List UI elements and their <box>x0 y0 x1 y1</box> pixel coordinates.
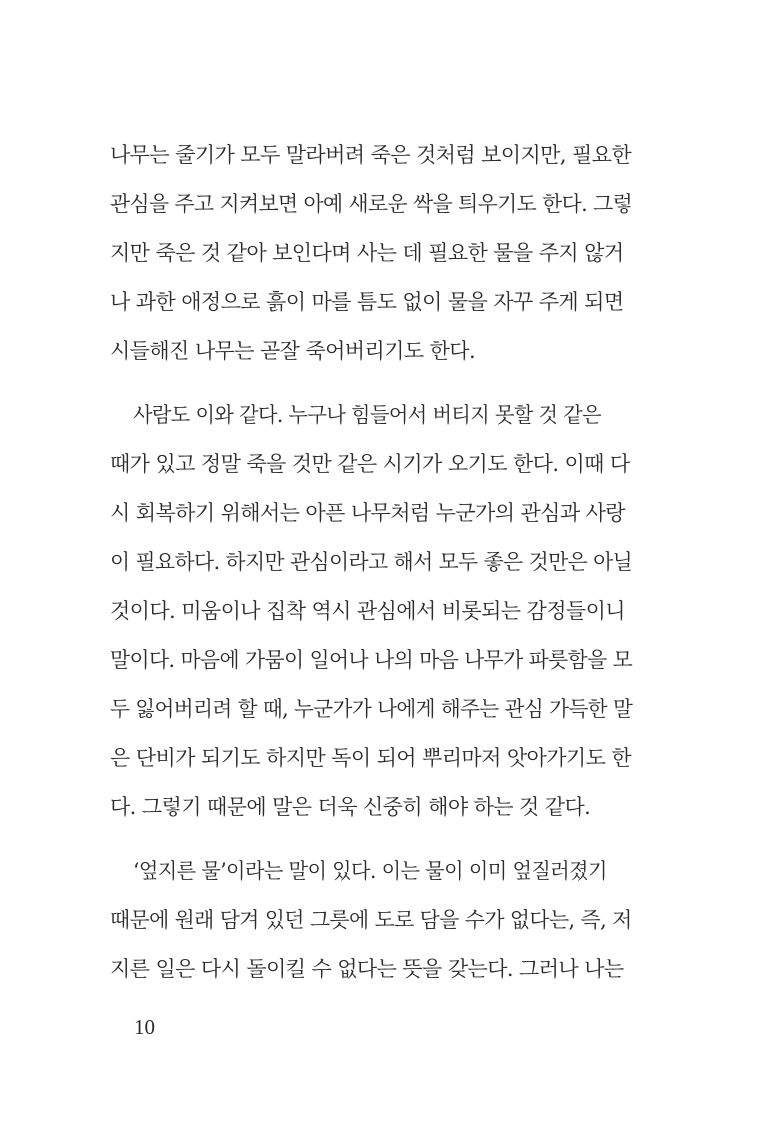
paragraph-2-line-3: 시 회복하기 위해서는 아픈 나무처럼 누군가의 관심과 사랑 <box>110 501 625 525</box>
paragraph-2-line-6: 말이다. 마음에 가뭄이 일어나 나의 마음 나무가 파릇함을 모 <box>110 648 633 672</box>
paragraph-2-line-8: 은 단비가 되기도 하지만 독이 되어 뿌리마저 앗아가기도 한 <box>110 746 632 770</box>
paragraph-3-line-2: 때문에 원래 담겨 있던 그릇에 도로 담을 수가 없다는, 즉, 저 <box>110 908 632 932</box>
paragraph-3-line-1: ‘엎지른 물’이라는 말이 있다. 이는 물이 이미 엎질러졌기 <box>133 859 607 883</box>
paragraph-3-line-3: 지른 일은 다시 돌이킬 수 없다는 뜻을 갖는다. 그러나 나는 <box>110 957 624 981</box>
paragraph-1-line-1: 나무는 줄기가 모두 말라버려 죽은 것처럼 보이지만, 필요한 <box>110 143 632 167</box>
paragraph-2-line-1: 사람도 이와 같다. 누구나 힘들어서 버티지 못할 것 같은 <box>133 403 602 427</box>
page-number: 10 <box>134 1015 155 1039</box>
paragraph-2-line-7: 두 잃어버리려 할 때, 누군가가 나에게 해주는 관심 가득한 말 <box>110 697 633 721</box>
paragraph-2-line-2: 때가 있고 정말 죽을 것만 같은 시기가 오기도 한다. 이때 다 <box>110 452 630 476</box>
paragraph-1-line-2: 관심을 주고 지켜보면 아예 새로운 싹을 틔우기도 한다. 그렇 <box>110 192 633 216</box>
paragraph-1-line-3: 지만 죽은 것 같아 보인다며 사는 데 필요한 물을 주지 않거 <box>110 241 624 265</box>
paragraph-2-line-9: 다. 그렇기 때문에 말은 더욱 신중히 해야 하는 것 같다. <box>110 795 591 819</box>
paragraph-1-line-5: 시들해진 나무는 곧잘 죽어버리기도 한다. <box>110 339 476 363</box>
paragraph-1-line-4: 나 과한 애정으로 흙이 마를 틈도 없이 물을 자꾸 주게 되면 <box>110 290 624 314</box>
paragraph-2-line-4: 이 필요하다. 하지만 관심이라고 해서 모두 좋은 것만은 아닐 <box>110 550 633 574</box>
paragraph-2-line-5: 것이다. 미움이나 집착 역시 관심에서 비롯되는 감정들이니 <box>110 599 625 623</box>
